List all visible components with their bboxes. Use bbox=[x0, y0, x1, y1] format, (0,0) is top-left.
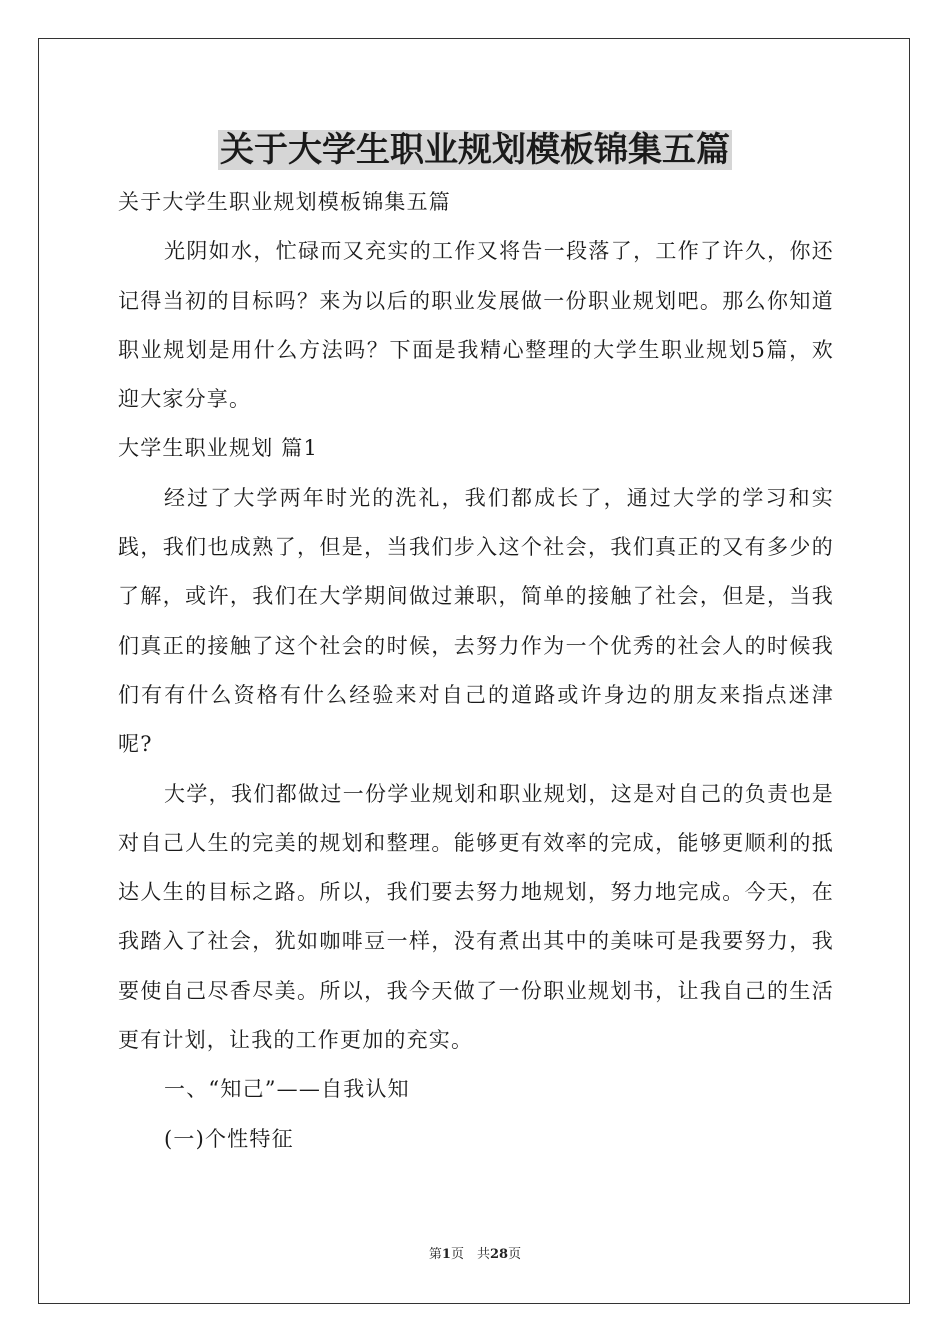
subtitle-line: 关于大学生职业规划模板锦集五篇 bbox=[118, 190, 451, 214]
body-paragraph: 大学，我们都做过一份学业规划和职业规划，这是对自己的负责也是对自己人生的完美的规划和整理。能够更有效率的完成，能够更顺利的抵达人生的目标之路。所以，我们要去努力地规划，努力地完成。今天，在我踏入了社会，犹如咖啡豆一样，没有煮出其中的美味可是我要努力，我要使自己尽香尽美。所以，我今天做了一份职业规划书，让我自己的生活更有计划，让我的工作更加的充实。 bbox=[118, 781, 834, 1053]
outline-heading: 一、“知己”——自我认知 bbox=[164, 1077, 410, 1102]
document-title-text: 关于大学生职业规划模板锦集五篇 bbox=[220, 130, 730, 170]
outline-subheading: (一)个性特征 bbox=[164, 1126, 294, 1151]
footer-page-current: 1 bbox=[441, 1247, 451, 1262]
footer-page-prefix: 第 bbox=[428, 1247, 442, 1262]
document-body bbox=[118, 178, 834, 1164]
section-heading: 大学生职业规划 篇1 bbox=[118, 436, 319, 461]
page-footer bbox=[0, 1246, 950, 1264]
footer-page-suffix: 页 bbox=[508, 1247, 522, 1262]
footer-page-total: 28 bbox=[489, 1247, 509, 1262]
footer-page-mid: 页 共 bbox=[450, 1247, 490, 1262]
body-paragraph: 经过了大学两年时光的洗礼，我们都成长了，通过大学的学习和实践，我们也成熟了，但是，当我们步入这个社会，我们真正的又有多少的了解，或许，我们在大学期间做过兼职，简单的接触了社会，但是，当我们真正的接触了这个社会的时候，去努力作为一个优秀的社会人的时候我们有有什么资格有什么经验来对自己的道路或许身边的朋友来指点迷津呢? bbox=[118, 485, 834, 757]
document-title bbox=[0, 128, 950, 172]
intro-paragraph: 光阴如水，忙碌而又充实的工作又将告一段落了，工作了许久，你还记得当初的目标吗？来为以后的职业发展做一份职业规划吧。那么你知道职业规划是用什么方法吗？下面是我精心整理的大学生职业规划5篇，欢迎大家分享。 bbox=[118, 239, 834, 412]
